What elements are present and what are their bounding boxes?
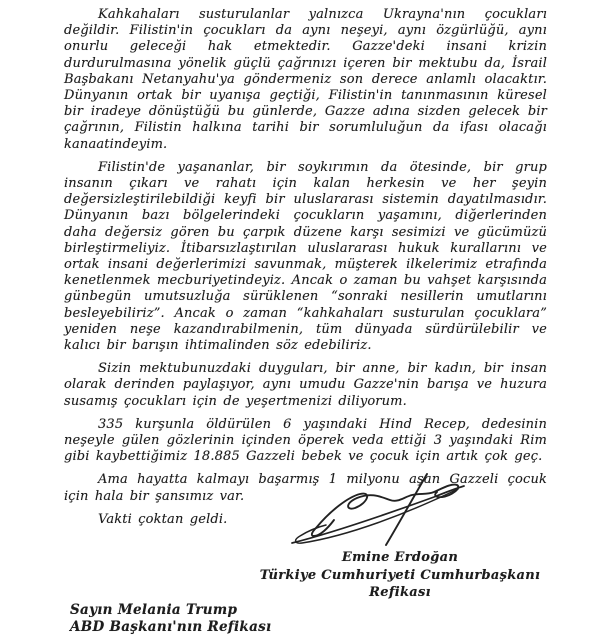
signature-image <box>286 470 488 550</box>
signatory-name: Emine Erdoğan <box>341 550 459 565</box>
signature-block <box>236 549 564 602</box>
letter-paragraph: Kahkahaları susturulanlar yalnızca Ukrayna'nın çocukları değildir. Filistin'in çocukları da aynı neşeyi, aynı özgürlüğü, aynı onurlu geleceği hak etmektedir. Gazze'deki insani krizin durdurulmasına yönelik güçlü çağrınızı içeren bir mektubu da, İsrail Başbakanı Netanyahu'ya göndermeniz son derece anlamlı olacaktır. Dünyanın ortak bir uyanışa geçtiği, Filistin'in tanınmasının küresel bir iradeye dönüştüğü bu günlerde, Gazze adına sizden gelecek bir çağrının, Filistin halkına tarihi bir sorumluluğun da ifası olacağı kanaatindeyim. <box>64 7 547 152</box>
signatory-title: Türkiye Cumhuriyeti Cumhurbaşkanı Refikası <box>259 567 541 600</box>
addressee-block <box>70 602 271 636</box>
addressee-title: ABD Başkanı'nın Refikası <box>70 619 272 635</box>
letter-paragraph: Ama hayatta kalmayı başarmış 1 milyonu aşan Gazzeli çocuk için hala bir şansımız var. <box>64 472 547 504</box>
letter-paragraph: Vakti çoktan geldi. <box>98 511 228 527</box>
addressee-name: Sayın Melania Trump <box>70 602 238 618</box>
letter-paragraph: Sizin mektubunuzdaki duyguları, bir anne, bir kadın, bir insan olarak derinden paylaşıyor, aynı umudu Gazze'nin barışa ve huzura susamış çocukları için de yeşertmenizi diliyorum. <box>64 361 547 409</box>
letter-paragraph: Filistin'de yaşananlar, bir soykırımın da ötesinde, bir grup insanın çıkarı ve rahatı için kalan herkesin ve her şeyin değersizleştirilebildiği keyfi bir uluslararası sistemin dayatılmasıdır. Dünyanın bazı bölgelerindeki çocukların yaşamını, diğerlerinden daha değersiz gören bu çarpık düzene karşı sesimizi ve gücümüzü birleştirmeliyiz. İtibarsızlaştırılan uluslararası hukuk kurallarını ve ortak insani değerlerimizi savunmak, müşterek ilkelerimiz etrafında kenetlenmek mecburiyetindeyiz. Ancak o zaman bu vahşet karşısında günbegün umutsuzluğa sürüklenen “sonraki nesillerin umutlarını besleyebiliriz”. Ancak o zaman “kahkahaları susturulan çocuklara” yeniden neşe kazandırabilmenin, tüm dünyada sürdürülebilir ve kalıcı bir barışın ihtimalinden söz edebiliriz. <box>64 159 547 354</box>
letter-body <box>64 7 547 535</box>
letter-paragraph: 335 kurşunla öldürülen 6 yaşındaki Hind Recep, dedesinin neşeyle gülen gözlerinin içinden öperek veda ettiği 3 yaşındaki Rim gibi kaybettiğimiz 18.885 Gazzeli bebek ve çocuk için artık çok geç. <box>64 416 547 465</box>
